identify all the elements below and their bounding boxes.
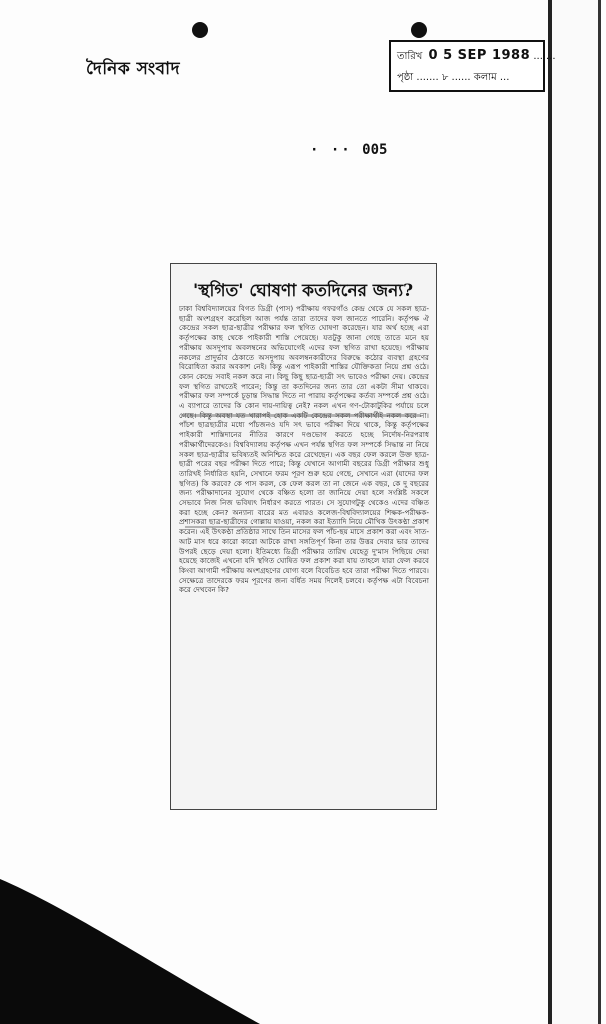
date-stamp — [389, 40, 556, 92]
punch-hole-right-icon — [411, 22, 427, 38]
stamp-date-label: তারিখ — [397, 51, 423, 62]
page-number: · ·· 005 — [310, 142, 388, 158]
stamp-page-label: পৃষ্ঠা — [397, 72, 414, 83]
punch-hole-left-icon — [192, 22, 208, 38]
scan-shadow-corner — [0, 879, 260, 1024]
print-smudge — [181, 414, 421, 417]
stamp-date-row: তারিখ 0 5 SEP 1988 ... ... — [397, 48, 556, 63]
article-body: ঢাকা বিশ্ববিদ্যালয়ের বিগত ডিগ্রী (পাস) পরীক্ষায় গফরগাঁও কেন্দ্র থেকে যে সকল ছাত্র-ছাত্রী অংশগ্রহণ করেছিল আজ পর্যন্ত তারা তাদের ফল জানতে পারেনি। কর্তৃপক্ষ ঐ কেন্দ্রের সকল ছাত্র-ছাত্রীর পরীক্ষার ফল স্থগিত ঘোষণা করেছেন। যার অর্থ হচ্ছে এরা কর্তৃপক্ষের কাছ থেকে পাইকারী শাস্তি পেয়েছে। যতটুকু জানা গেছে তাতে মনে হয় পরীক্ষায় অসদুপায় অবলম্বনের অভিযোগেই এদের ফল স্থগিত রাখা হয়েছে। পরীক্ষায় নকলের প্রাদুর্ভাব ঠেকাতে অসদুপায় অবলম্বনকারীদের বিরুদ্ধে কঠোর ব্যবস্থা গ্রহণের বিরোধিতা করার অবকাশ নেই। কিন্তু এরূপ পাইকারী শাস্তির যৌক্তিকতা নিয়ে প্রশ্ন ওঠে। কোন কেন্দ্রে সবাই নকল করে না। কিছু কিছু ছাত্র-ছাত্রী সৎ ভাবেও পরীক্ষা দেয়। কেন্দ্রের ফল স্থগিত রাখতেই পারেন; কিন্তু তা কতদিনের জন্য তার তো একটা সীমা থাকবে। পরীক্ষার ফল সম্পর্কে চূড়ান্ত সিদ্ধান্ত দিতে না পারায় কর্তৃপক্ষের কর্তব্য সম্পর্কে প্রশ্ন ওঠে। এ ব্যাপারে তাদের কি কোন দায়-দায়িত্ব নেই? নকল এখন গণ-টোকাটুকির পর্যায়ে চলে গেছে। কিন্তু অবস্থা যত খারাপই হোক একটি কেন্দ্রের সকল পরীক্ষার্থীই নকল করে না। পাঁচশ ছাত্রছাত্রীর মধ্যে পাঁচজনও যদি সৎ ভাবে পরীক্ষা দিয়ে থাকে, কিন্তু কর্তৃপক্ষের পাইকারী শাস্তিদানের নীতির কারণে দণ্ডভোগ করতে হচ্ছে নির্দোষ-নিরপরাধ পরীক্ষার্থীদেরকেও। বিশ্ববিদ্যালয় কর্তৃপক্ষ এখন পর্যন্ত স্থগিত ফল সম্পর্কে সিদ্ধান্ত না নিয়ে সকল ছাত্র-ছাত্রীর ভবিষ্যতই অনিশ্চিত করে রেখেছেন। এক বছর ফেল করলে উক্ত ছাত্র-ছাত্রী পরের বছর পরীক্ষা দিতে পারে; কিন্তু যেখানে আগামী বছরের ডিগ্রী পরীক্ষার শুধু তারিখই নির্ধারিত হয়নি, সেখানে ফরম পূরণ শুরু হয়ে গেছে, সেখানে এরা (যাদের ফল স্থগিত) কি করবে? কে পাস করল, কে ফেল করল তা না জেনে এক বছর, কে দু বছরের জন্য পরীক্ষাদানের সুযোগ থেকে বঞ্চিত হলো তা জানিয়ে দেয়া হলে সংশ্লিষ্ট সকলে সেভাবে নিজ নিজ ভবিষ্যৎ নির্ধারণ করতে পারত। সে সুযোগটুকু থেকেও এদের বঞ্চিত করা হচ্ছে কেন? অন্যান্য বারের মত এবারও কলেজ-বিশ্ববিদ্যালয়ের শিক্ষক-পরীক্ষক-প্রশাসকরা ছাত্র-ছাত্রীদের গোল্লায় যাওয়া, নকল করা ইত্যাদি নিয়ে মৌখিক উৎকণ্ঠা প্রকাশ করেন। এই উৎকণ্ঠা প্রতিষ্ঠার সাথে তিন মাসের ফল পাঁচ-ছয় মাসে প্রকাশ করা এবং সাত-আট মাস ধরে কারো কারো আটকে রাখা সঙ্গতিপূর্ণ কিনা তার উত্তর দেবার ভার তাদের উপরই ছেড়ে দেয়া হলো। ইতিমধ্যে ডিগ্রী পরীক্ষার তারিখ যেহেতু দু'মাস পিছিয়ে দেয়া হয়েছে কাজেই এখনো যদি স্থগিত ঘোষিত ফল প্রকাশ করা যায় তাহলে যারা ফেল করবে কিংবা আগামী পরীক্ষায় অংশগ্রহণের যোগ্য বলে বিবেচিত হবে তারা পরীক্ষা দিতে পারবে। সেক্ষেত্রে তাদেরকে ফরম পূরণের জন্য বর্ধিত সময় দিলেই চলবে। কর্তৃপক্ষ এটা বিবেচনা করে দেখবেন কি? — [179, 304, 429, 595]
page-margin-strip — [552, 0, 598, 1024]
article-headline: 'স্থগিত' ঘোষণা কতদিনের জন্য? — [193, 281, 414, 301]
print-smudge — [185, 526, 415, 528]
page-edge-line-outer — [598, 0, 601, 1024]
stamp-page-row: পৃষ্ঠা ....... ৮ ...... কলাম ... — [397, 72, 510, 83]
stamp-column-label: কলাম — [473, 72, 497, 83]
newspaper-name: দৈনিক সংবাদ — [86, 59, 180, 79]
news-clipping — [170, 263, 437, 810]
page-edge-line — [548, 0, 552, 1024]
stamp-date-value: 0 5 SEP 1988 — [428, 48, 531, 63]
stamp-page-value: ৮ — [441, 72, 449, 83]
page-number-value: 005 — [362, 142, 388, 158]
